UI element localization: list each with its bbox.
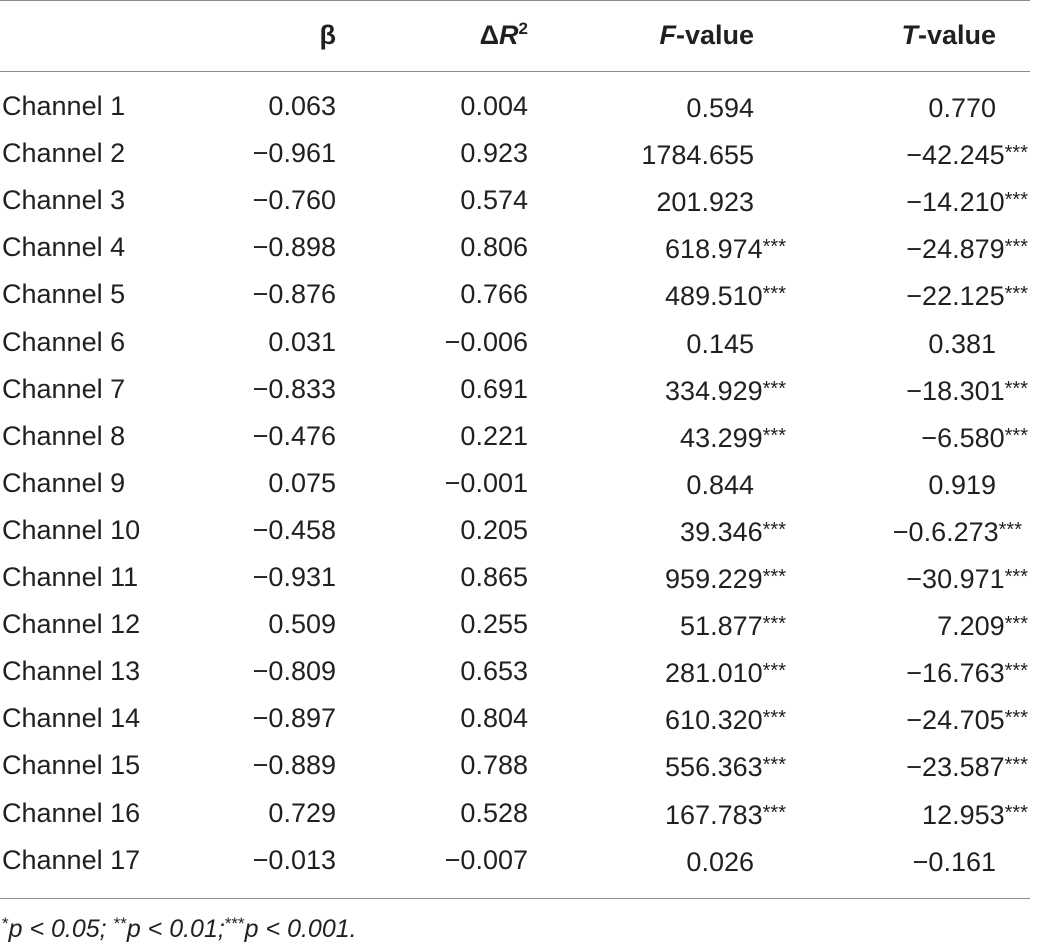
f-value-number: 43.299 xyxy=(680,423,763,453)
cell-delta-r2: 0.691 xyxy=(460,374,528,404)
t-value-number: 0.770 xyxy=(928,93,996,123)
f-significance-stars: *** xyxy=(762,754,786,776)
t-value-number: 7.209 xyxy=(937,611,1005,641)
f-value-number: 281.010 xyxy=(665,658,763,688)
f-significance-stars: *** xyxy=(762,613,786,635)
row-label: Channel 17 xyxy=(2,845,141,875)
footnote-text-1: p < 0.05; xyxy=(8,915,114,943)
header-delta-r2-sup: 2 xyxy=(518,19,528,38)
footnote-star-3: *** xyxy=(224,914,245,933)
cell-f-value xyxy=(530,130,754,177)
t-value-number: −18.301 xyxy=(906,376,1005,406)
cell-delta-r2: 0.923 xyxy=(460,138,528,168)
cell-delta-r2: −0.007 xyxy=(444,845,528,875)
row-label: Channel 1 xyxy=(2,91,126,121)
t-value-number: 12.953 xyxy=(922,800,1005,830)
t-significance-stars: *** xyxy=(1004,378,1028,400)
f-value-number: 959.229 xyxy=(665,564,763,594)
row-label: Channel 6 xyxy=(2,327,126,357)
t-value-number: −24.879 xyxy=(906,234,1005,264)
t-significance-stars: *** xyxy=(998,519,1022,541)
t-value-number: −16.763 xyxy=(906,658,1005,688)
f-value-number: 0.844 xyxy=(686,470,754,500)
cell-delta-r2: 0.574 xyxy=(460,185,528,215)
cell-beta: 0.729 xyxy=(268,798,336,828)
cell-t-value xyxy=(780,413,1028,460)
row-label: Channel 2 xyxy=(2,138,126,168)
cell-beta: 0.509 xyxy=(268,609,336,639)
t-value-number: −24.705 xyxy=(906,705,1005,735)
cell-delta-r2: 0.528 xyxy=(460,798,528,828)
cell-f-value xyxy=(530,319,754,366)
footnote-star-1: * xyxy=(2,914,9,933)
f-value-number: 0.145 xyxy=(686,329,754,359)
t-significance-stars: *** xyxy=(1004,236,1028,258)
t-value-number: 0.919 xyxy=(928,470,996,500)
f-value-number: 0.026 xyxy=(686,847,754,877)
t-significance-stars: *** xyxy=(1004,142,1028,164)
cell-delta-r2: 0.255 xyxy=(460,609,528,639)
cell-beta: 0.063 xyxy=(268,91,336,121)
f-value-number: 201.923 xyxy=(656,187,754,217)
cell-t-value xyxy=(780,460,996,507)
cell-delta-r2: 0.788 xyxy=(460,750,528,780)
cell-delta-r2: 0.804 xyxy=(460,703,528,733)
cell-f-value xyxy=(530,460,754,507)
f-value-number: 618.974 xyxy=(665,234,763,264)
cell-t-value xyxy=(780,224,1028,271)
t-significance-stars: *** xyxy=(1004,425,1028,447)
row-label: Channel 4 xyxy=(2,232,126,262)
t-value-number: −30.971 xyxy=(906,564,1005,594)
cell-f-value xyxy=(560,554,786,601)
t-value-number: 0.381 xyxy=(928,329,996,359)
f-significance-stars: *** xyxy=(762,519,786,541)
cell-t-value xyxy=(780,83,996,130)
cell-beta: −0.476 xyxy=(252,421,336,451)
cell-t-value xyxy=(780,648,1028,695)
cell-t-value xyxy=(780,742,1028,789)
footnote-text-3: p < 0.001. xyxy=(244,915,357,943)
cell-f-value xyxy=(560,507,786,554)
cell-t-value xyxy=(780,601,1028,648)
t-value-number: −0.6.273 xyxy=(892,517,999,547)
cell-t-value xyxy=(780,319,996,366)
cell-t-value xyxy=(780,837,996,884)
t-value-number: −23.587 xyxy=(906,752,1005,782)
cell-f-value xyxy=(530,837,754,884)
t-significance-stars: *** xyxy=(1004,189,1028,211)
row-label: Channel 7 xyxy=(2,374,126,404)
f-value-number: 167.783 xyxy=(665,800,763,830)
row-label: Channel 15 xyxy=(2,750,141,780)
f-significance-stars: *** xyxy=(762,378,786,400)
f-value-number: 610.320 xyxy=(665,705,763,735)
header-t-value xyxy=(780,12,996,59)
f-value-number: 51.877 xyxy=(680,611,763,641)
row-label: Channel 11 xyxy=(2,562,139,592)
cell-beta: −0.931 xyxy=(252,562,336,592)
cell-t-value xyxy=(780,177,1028,224)
row-label: Channel 12 xyxy=(2,609,141,639)
t-significance-stars: *** xyxy=(1004,707,1028,729)
cell-beta: −0.897 xyxy=(252,703,336,733)
f-value-number: 0.594 xyxy=(686,93,754,123)
cell-f-value xyxy=(560,224,786,271)
cell-f-value xyxy=(560,413,786,460)
t-significance-stars: *** xyxy=(1004,802,1028,824)
f-significance-stars: *** xyxy=(762,425,786,447)
cell-beta: 0.075 xyxy=(268,468,336,498)
cell-beta: −0.458 xyxy=(252,515,336,545)
row-label: Channel 5 xyxy=(2,279,126,309)
cell-f-value xyxy=(560,601,786,648)
row-label: Channel 9 xyxy=(2,468,126,498)
footnote-text-2: p < 0.01; xyxy=(126,915,225,943)
t-value-number: −22.125 xyxy=(906,281,1005,311)
f-value-number: 334.929 xyxy=(665,376,763,406)
cell-beta: −0.833 xyxy=(252,374,336,404)
f-significance-stars: *** xyxy=(762,566,786,588)
f-significance-stars: *** xyxy=(762,707,786,729)
header-delta-r2 xyxy=(410,12,528,59)
cell-f-value xyxy=(530,83,754,130)
cell-beta: −0.013 xyxy=(252,845,336,875)
cell-f-value xyxy=(560,366,786,413)
t-significance-stars: *** xyxy=(1004,566,1028,588)
row-label: Channel 13 xyxy=(2,656,141,686)
cell-f-value xyxy=(560,742,786,789)
footnote-star-2: ** xyxy=(113,914,127,933)
cell-beta: −0.760 xyxy=(252,185,336,215)
t-value-number: −0.161 xyxy=(912,847,996,877)
cell-beta: −0.961 xyxy=(252,138,336,168)
t-significance-stars: *** xyxy=(1004,283,1028,305)
cell-t-value xyxy=(780,271,1028,318)
t-significance-stars: *** xyxy=(1004,754,1028,776)
cell-f-value xyxy=(560,648,786,695)
cell-f-value xyxy=(560,790,786,837)
t-significance-stars: *** xyxy=(1004,613,1028,635)
cell-delta-r2: 0.766 xyxy=(460,279,528,309)
cell-f-value xyxy=(530,177,754,224)
row-label: Channel 16 xyxy=(2,798,141,828)
cell-beta: 0.031 xyxy=(268,327,336,357)
cell-beta: −0.876 xyxy=(252,279,336,309)
cell-f-value xyxy=(560,695,786,742)
cell-f-value xyxy=(560,271,786,318)
f-value-number: 489.510 xyxy=(665,281,763,311)
header-t-var: T xyxy=(901,20,918,50)
header-f-value xyxy=(560,12,754,59)
row-label: Channel 3 xyxy=(2,185,126,215)
row-label: Channel 8 xyxy=(2,421,126,451)
table-footnote xyxy=(2,906,357,942)
table-top-rule xyxy=(0,0,1030,1)
table-header-rule xyxy=(0,71,1030,72)
f-value-number: 1784.655 xyxy=(641,140,754,170)
header-beta xyxy=(200,12,336,59)
cell-delta-r2: 0.221 xyxy=(460,421,528,451)
cell-beta: −0.809 xyxy=(252,656,336,686)
cell-delta-r2: 0.806 xyxy=(460,232,528,262)
f-significance-stars: *** xyxy=(762,236,786,258)
cell-t-value xyxy=(780,366,1028,413)
f-significance-stars: *** xyxy=(762,660,786,682)
f-value-number: 556.363 xyxy=(665,752,763,782)
cell-t-value xyxy=(780,695,1028,742)
f-value-number: 39.346 xyxy=(680,517,763,547)
t-value-number: −14.210 xyxy=(906,187,1005,217)
cell-delta-r2: 0.205 xyxy=(460,515,528,545)
cell-delta-r2: −0.001 xyxy=(444,468,528,498)
cell-t-value xyxy=(780,554,1028,601)
cell-delta-r2: 0.653 xyxy=(460,656,528,686)
cell-beta: −0.889 xyxy=(252,750,336,780)
cell-beta: −0.898 xyxy=(252,232,336,262)
t-value-number: −6.580 xyxy=(921,423,1005,453)
row-label: Channel 10 xyxy=(2,515,141,545)
header-delta-r2-var: R xyxy=(499,20,519,50)
f-significance-stars: *** xyxy=(762,283,786,305)
cell-t-value xyxy=(780,790,1028,837)
row-label: Channel 14 xyxy=(2,703,141,733)
cell-delta-r2: −0.006 xyxy=(444,327,528,357)
table-bottom-rule xyxy=(0,898,1030,899)
cell-delta-r2: 0.004 xyxy=(460,91,528,121)
header-t-suffix: -value xyxy=(917,20,996,50)
t-significance-stars: *** xyxy=(1004,660,1028,682)
t-value-number: −42.245 xyxy=(906,140,1005,170)
header-beta-text: β xyxy=(319,20,336,50)
cell-t-value xyxy=(780,130,1028,177)
header-f-var: F xyxy=(659,20,676,50)
header-f-suffix: -value xyxy=(675,20,754,50)
header-delta-r2-prefix: Δ xyxy=(479,20,500,50)
cell-t-value xyxy=(800,507,1022,554)
cell-delta-r2: 0.865 xyxy=(460,562,528,592)
f-significance-stars: *** xyxy=(762,802,786,824)
